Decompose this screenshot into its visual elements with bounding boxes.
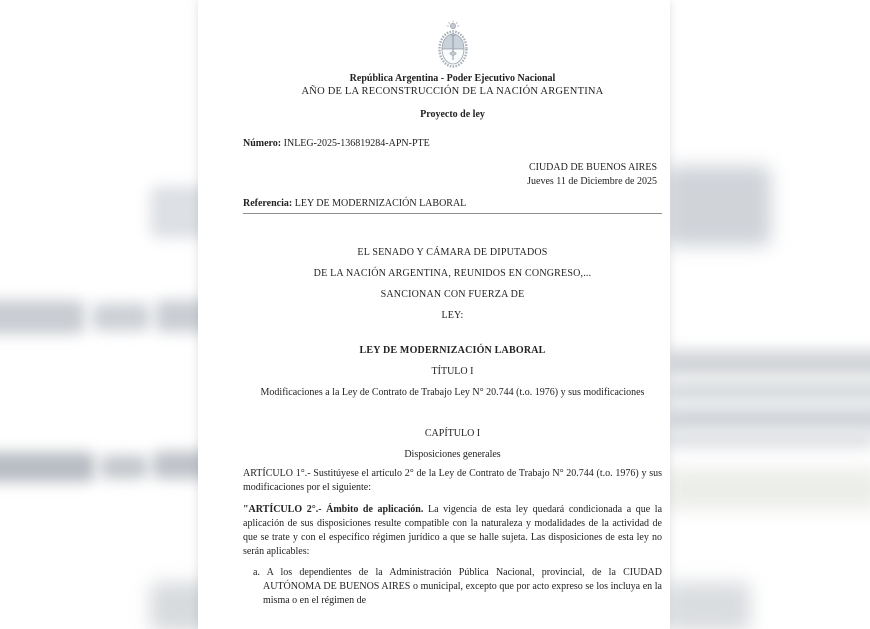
document-page — [198, 0, 670, 629]
year-legend-line: AÑO DE LA RECONSTRUCCIÓN DE LA NACIÓN ARGENTINA — [301, 86, 604, 97]
article-2-lead: "ARTÍCULO 2°.- Ámbito de aplicación. — [243, 503, 424, 515]
title-caption: Modificaciones a la Ley de Contrato de Trabajo Ley N° 20.744 (t.o. 1976) y sus modificaciones — [260, 387, 645, 398]
number-value: INLEG-2025-136819284-APN-PTE — [283, 138, 430, 149]
date-line: Jueves 11 de Diciembre de 2025 — [527, 176, 657, 187]
list-item-a — [253, 566, 662, 609]
chapter-caption: Disposiciones generales — [404, 449, 501, 460]
blurred-background-block — [666, 350, 870, 376]
number-label: Número: — [243, 138, 282, 149]
document-number-line — [243, 137, 662, 151]
preamble-line: SANCIONAN CON FUERZA DE — [380, 289, 525, 300]
reference-line — [243, 197, 662, 211]
list-item-marker: a. — [253, 566, 260, 578]
preamble-block — [243, 242, 662, 326]
list-item-text: A los dependientes de la Administración Pública Nacional, provincial, de la CIUDAD AUTÓNOMA DE BUENOS AIRES o municipal, excepto que por acto expreso se los incluya en la misma o en el régimen de — [259, 566, 662, 607]
blurred-background-block — [666, 380, 870, 402]
city-line: CIUDAD DE BUENOS AIRES — [528, 162, 657, 173]
law-title: LEY DE MODERNIZACIÓN LABORAL — [359, 345, 546, 356]
header-divider — [243, 213, 662, 214]
preamble-line: EL SENADO Y CÁMARA DE DIPUTADOS — [357, 247, 548, 258]
blurred-background-block — [92, 303, 150, 331]
document-header — [243, 20, 662, 70]
blurred-background-block — [0, 300, 85, 334]
article-2-text: La vigencia de esta ley quedará condicionada a que la aplicación de sus disposiciones resulte compatible con la naturaleza y modalidades de la actividad de que se trate y con el específico régimen jurídico a que se halle sujeta. Las disposiciones de esta ley no serán aplicables: — [243, 503, 663, 558]
blurred-background-block — [666, 432, 870, 448]
blurred-background-block — [666, 406, 870, 432]
blurred-background-block — [0, 452, 95, 482]
argentina-coat-of-arms-icon — [434, 20, 472, 70]
reference-value: LEY DE MODERNIZACIÓN LABORAL — [294, 198, 467, 209]
blurred-background-block — [100, 455, 148, 479]
republic-org-line: República Argentina - Poder Ejecutivo Nacional — [349, 73, 556, 84]
blurred-background-block — [666, 468, 870, 510]
article-1-paragraph: ARTÍCULO 1°.- Sustitúyese el artículo 2° de la Ley de Contrato de Trabajo N° 20.744 (t.o. 1976) y sus modificaciones por el siguiente: — [243, 468, 662, 494]
title-heading: TÍTULO I — [431, 366, 474, 377]
preamble-line: LEY: — [441, 310, 464, 321]
blurred-background-block — [666, 166, 771, 246]
chapter-heading: CAPÍTULO I — [424, 428, 481, 439]
preamble-line: DE LA NACIÓN ARGENTINA, REUNIDOS EN CONGRESO,... — [313, 268, 592, 279]
article-2-paragraph — [243, 503, 662, 560]
city-date-block — [243, 161, 662, 189]
reference-label: Referencia: — [243, 198, 293, 209]
document-type-title: Proyecto de ley — [420, 109, 485, 120]
blurred-background-block — [666, 582, 751, 629]
